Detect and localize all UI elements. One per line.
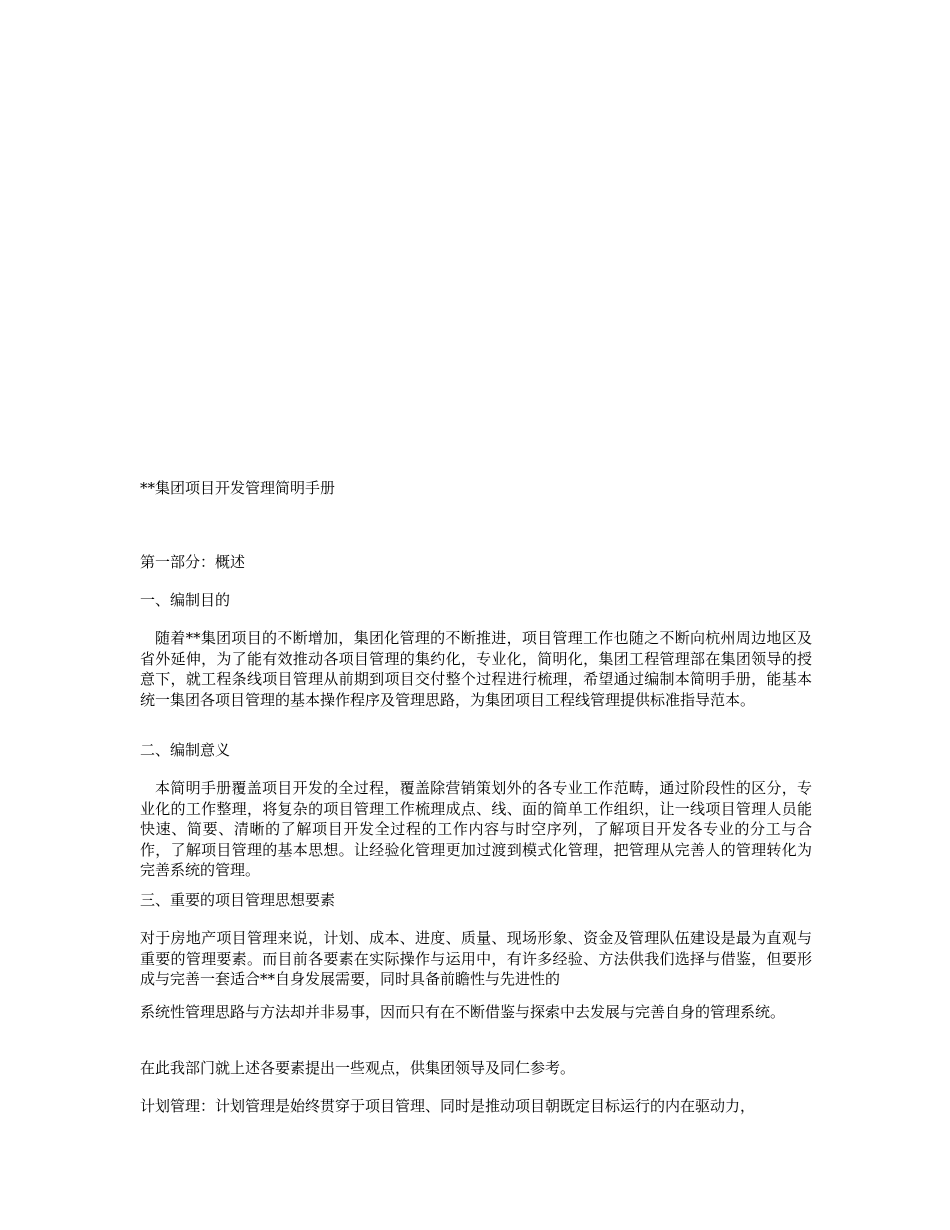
section-heading-purpose: 一、编制目的 (140, 591, 231, 609)
section-paragraph-elements-d: 计划管理：计划管理是始终贯穿于项目管理、同时是推动项目朝既定目标运行的内在驱动力， (140, 1097, 756, 1115)
section-paragraph-elements-c: 在此我部门就上述各要素提出一些观点，供集团领导及同仁参考。 (140, 1059, 576, 1077)
part-heading: 第一部分：概述 (140, 553, 246, 571)
document-page (140, 0, 812, 1230)
section-paragraph-elements-b: 系统性管理思路与方法却并非易事，因而只有在不断借鉴与探索中去发展与完善自身的管理系统。 (140, 1003, 786, 1021)
section-paragraph-significance: 本简明手册覆盖项目开发的全过程，覆盖除营销策划外的各专业工作范畴，通过阶段性的区分，专业化的工作整理，将复杂的项目管理工作梳理成点、线、面的简单工作组织，让一线项目管理人员能快速、简要、清晰的了解项目开发全过程的工作内容与时空序列，了解项目开发各专业的分工与合作，了解项目管理的基本思想。让经验化管理更加过渡到模式化管理，把管理从完善人的管理转化为完善系统的管理。 (140, 779, 812, 879)
section-heading-significance: 二、编制意义 (140, 741, 231, 759)
section-paragraph-elements-a: 对于房地产项目管理来说，计划、成本、进度、质量、现场形象、资金及管理队伍建设是最为直观与重要的管理要素。而目前各要素在实际操作与运用中，有许多经验、方法供我们选择与借鉴，但要形成与完善一套适合**自身发展需要，同时具备前瞻性与先进性的 (140, 929, 812, 988)
section-heading-elements: 三、重要的项目管理思想要素 (140, 891, 336, 909)
section-paragraph-purpose: 随着**集团项目的不断增加，集团化管理的不断推进，项目管理工作也随之不断向杭州周边地区及省外延伸，为了能有效推动各项目管理的集约化，专业化，简明化，集团工程管理部在集团领导的授意下，就工程条线项目管理从前期到项目交付整个过程进行梳理，希望通过编制本简明手册，能基本统一集团各项目管理的基本操作程序及管理思路，为集团项目工程线管理提供标准指导范本。 (140, 629, 812, 709)
document-title: **集团项目开发管理简明手册 (140, 479, 336, 497)
